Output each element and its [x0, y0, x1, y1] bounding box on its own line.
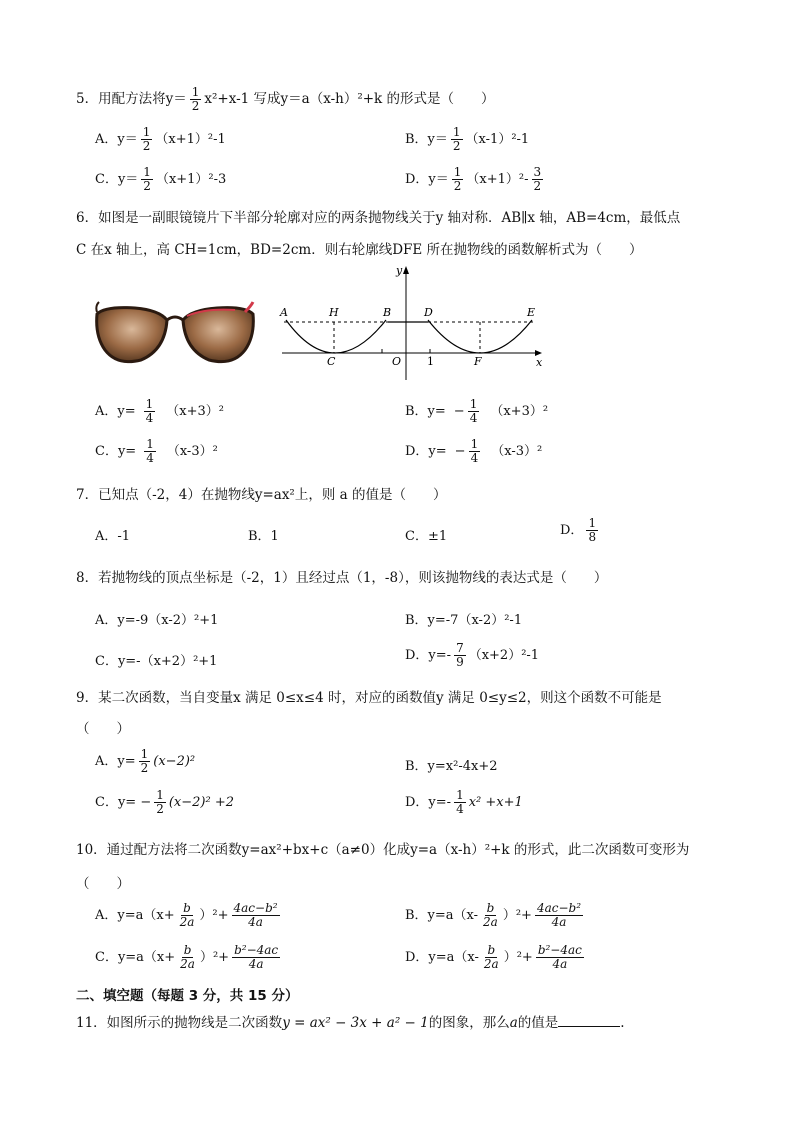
q10-option-d[interactable]: D．y=a（x- $\frac{b}{2a}$ ）²+ $\frac{\text{b²−4ac}}{4a}$ [405, 943, 582, 971]
q5-option-a[interactable]: A．y＝ $\frac{1}{2}$ （x+1）²-1 [95, 125, 226, 153]
q7-option-a[interactable]: A．-1 [95, 529, 131, 544]
q10-option-a[interactable]: A．y=a（x+ $\frac{b}{2a}$ ）²+ $\frac{\text{4ac−b²}}{4a}$ [95, 901, 278, 929]
parabola-graph [278, 262, 546, 384]
q7-option-c[interactable]: C．±1 [405, 529, 448, 544]
q5-option-c[interactable]: C．y＝ $\frac{1}{2}$ （x+1）²-3 [95, 165, 227, 193]
q10-stem: 10．通过配方法将二次函数y=ax²+bx+c（a≠0）化成y=a（x-h）²+k 的形式，此二次函数可变形为 [76, 842, 690, 858]
label-e: E [527, 306, 536, 319]
q7-option-d[interactable]: D． $\frac{1}{8}$ [560, 516, 597, 544]
q6-option-b[interactable]: B．y= − $\frac{1}{4}$ （x+3）² [405, 397, 549, 425]
label-f: F [474, 355, 482, 368]
label-one: 1 [427, 355, 434, 368]
q8-option-d[interactable]: D．y=- $\frac{7}{9}$ （x+2）²-1 [405, 641, 540, 669]
q8-option-a[interactable]: A．y=-9（x-2）²+1 [95, 613, 219, 628]
q9-stem: 9．某二次函数，当自变量x 满足 0≤x≤4 时，对应的函数值y 满足 0≤y≤2，则这个函数不可能是 [76, 690, 662, 706]
q10-option-b[interactable]: B．y=a（x- $\frac{b}{2a}$ ）²+ $\frac{\text{4ac−b²}}{4a}$ [405, 901, 582, 929]
label-d: D [424, 306, 433, 319]
q6-option-d[interactable]: D．y= − $\frac{1}{4}$ （x-3）² [405, 437, 543, 465]
q6-stem-line2: C 在x 轴上，高 CH=1cm，BD=2cm．则右轮廓线DFE 所在抛物线的函数解析式为（ ） [76, 242, 643, 258]
q11-answer-blank[interactable] [558, 1014, 620, 1027]
y-axis-arrow [403, 266, 409, 274]
left-parabola [286, 320, 386, 353]
label-y: y [396, 264, 403, 277]
q11-stem: 11．如图所示的抛物线是二次函数y = ax² − 3x + a² − 1的图象，那么a的值是 . [76, 1015, 625, 1031]
q8-option-c[interactable]: C．y=-（x+2）²+1 [95, 654, 218, 669]
q9-option-d[interactable]: D．y=- $\frac{1}{4}$ x² +x+1 [405, 788, 523, 816]
label-o: O [392, 355, 402, 368]
label-a: A [280, 306, 288, 319]
q6-stem-line1: 6．如图是一副眼镜镜片下半部分轮廓对应的两条抛物线关于y 轴对称．AB∥x 轴，AB=4cm，最低点 [76, 210, 681, 226]
q6-option-a[interactable]: A．y= $\frac{1}{4}$ （x+3）² [95, 397, 224, 425]
q8-option-b[interactable]: B．y=-7（x-2）²-1 [405, 613, 523, 628]
q9-option-c[interactable]: C．y= − $\frac{1}{2}$ (x−2)² +2 [95, 788, 235, 816]
q6-option-c[interactable]: C．y= $\frac{1}{4}$ （x-3）² [95, 437, 218, 465]
label-b: B [383, 306, 392, 319]
label-c: C [327, 355, 336, 368]
q9-option-b[interactable]: B．y=x²-4x+2 [405, 759, 498, 774]
q7-option-b[interactable]: B．1 [248, 529, 279, 544]
q5-stem: 5．用配方法将y＝ $\frac{1}{2}$ x²+x-1 写成y＝a（x-h）²+k 的形式是（ ） [76, 85, 495, 113]
section-fill-in-heading: 二、填空题（每题 3 分，共 15 分） [76, 988, 299, 1004]
q8-stem: 8．若抛物线的顶点坐标是（-2，1）且经过点（1，-8），则该抛物线的表达式是（ ） [76, 570, 608, 586]
q9-option-a[interactable]: A．y= $\frac{1}{2}$ (x−2)² [95, 747, 196, 775]
sunglasses-image [95, 292, 255, 370]
q7-stem: 7．已知点（-2，4）在抛物线y=ax²上，则 a 的值是（ ） [76, 487, 447, 503]
label-h: H [329, 306, 339, 319]
q5-option-b[interactable]: B．y＝ $\frac{1}{2}$ （x-1）²-1 [405, 125, 530, 153]
label-x: x [536, 356, 543, 369]
q10-option-c[interactable]: C．y=a（x+ $\frac{b}{2a}$ ）²+ $\frac{\text{b²−4ac}}{4a}$ [95, 943, 279, 971]
q9-paren: （ ） [76, 721, 130, 737]
q5-option-d[interactable]: D．y＝ $\frac{1}{2}$ （x+1）²- $\frac{3}{2}$ [405, 165, 542, 193]
q10-paren: （ ） [76, 876, 130, 892]
